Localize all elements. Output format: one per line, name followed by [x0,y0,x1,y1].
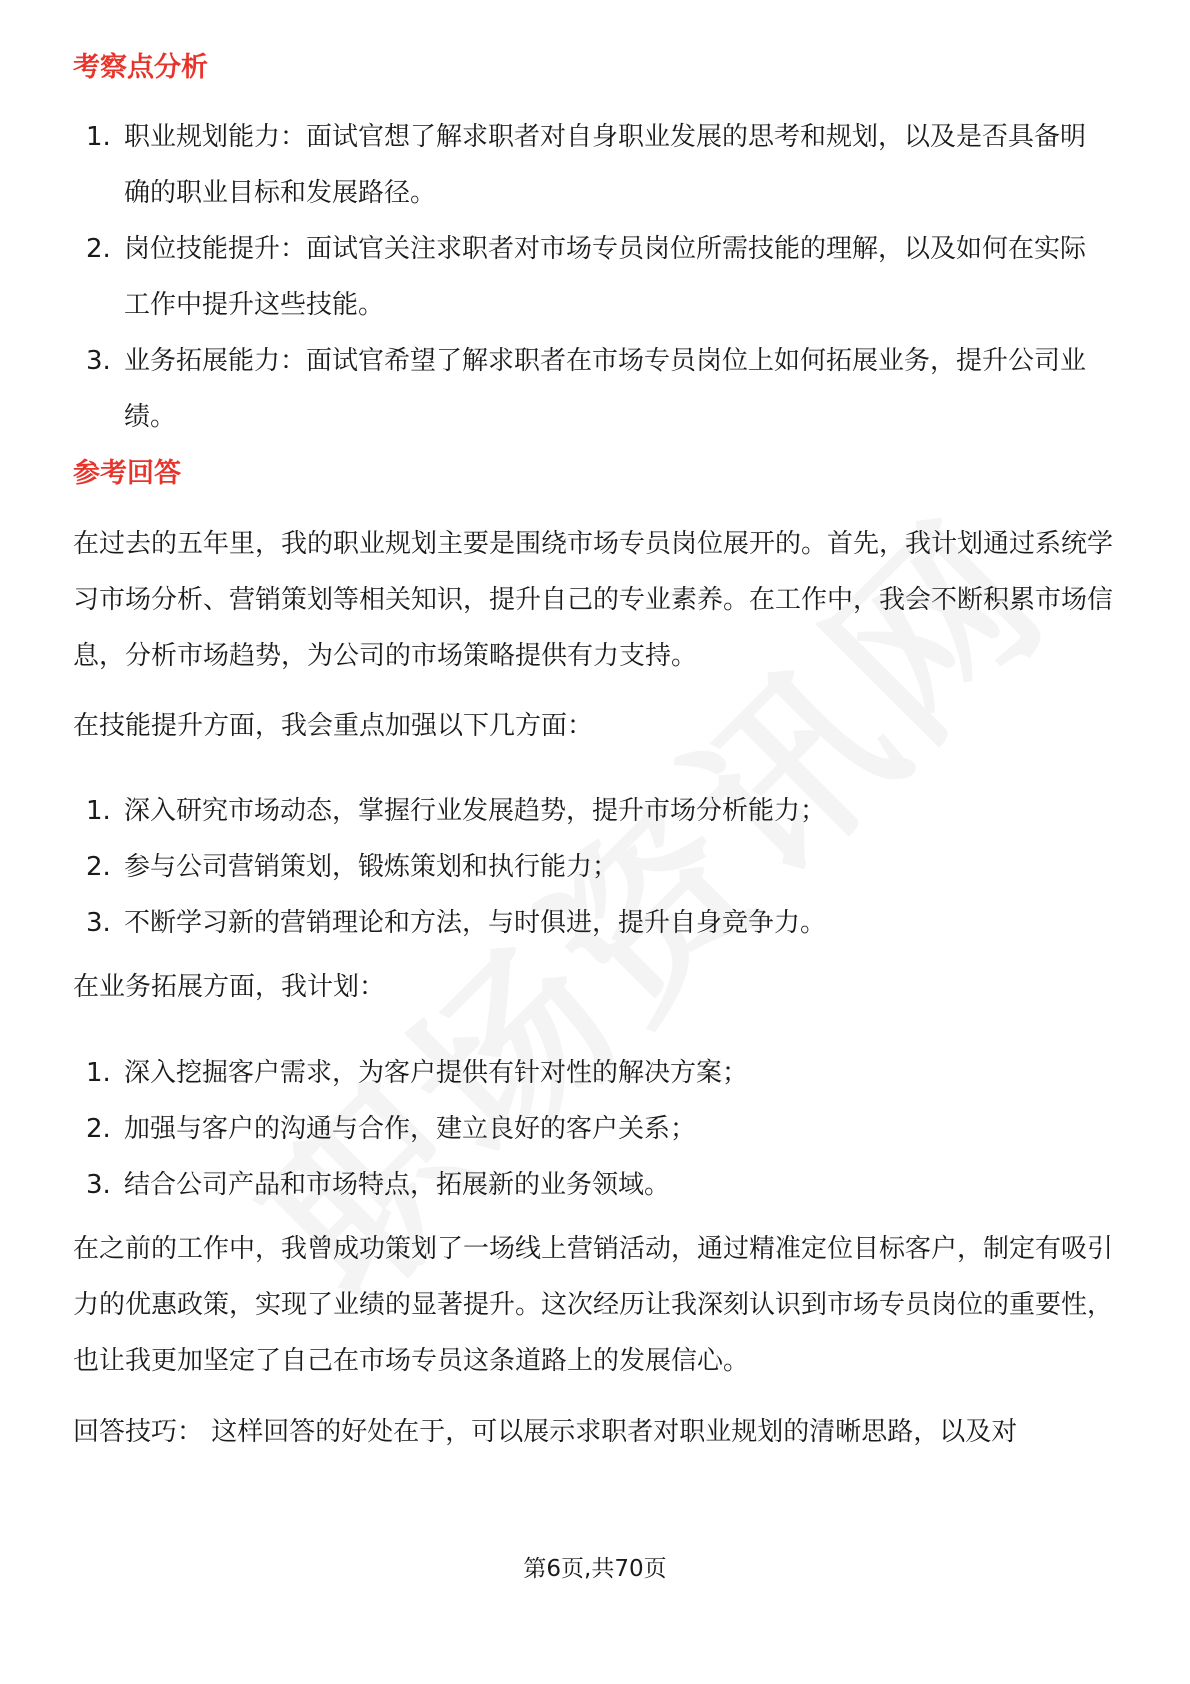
list-item-text: 职业规划能力：面试官想了解求职者对自身职业发展的思考和规划，以及是否具备明确的职业目标和发展路径。 [124,122,1087,208]
experience-paragraph: 在之前的工作中，我曾成功策划了一场线上营销活动，通过精准定位目标客户，制定有吸引力的优惠政策，实现了业绩的显著提升。这次经历让我深刻认识到市场专员岗位的重要性，也让我更加坚定了自己在市场专员这条道路上的发展信心。 [73,1234,1114,1376]
list-item [0,1101,1190,1157]
business-list [0,1045,1190,1213]
list-item [0,1157,1190,1213]
list-item-number: 3. [86,1170,111,1200]
list-item-text: 深入研究市场动态，掌握行业发展趋势，提升市场分析能力； [124,796,827,826]
list-item-text: 深入挖掘客户需求，为客户提供有针对性的解决方案； [124,1058,749,1088]
section-heading-analysis: 考察点分析 [73,52,208,83]
skills-list [0,783,1190,951]
list-item-number: 2. [86,234,111,264]
answer-intro-paragraph: 在过去的五年里，我的职业规划主要是围绕市场专员岗位展开的。首先，我计划通过系统学习市场分析、营销策划等相关知识，提升自己的专业素养。在工作中，我会不断积累市场信息，分析市场趋势，为公司的市场策略提供有力支持。 [73,529,1114,671]
list-item-number: 2. [86,1114,111,1144]
list-item-number: 2. [86,852,111,882]
list-item [0,1045,1190,1101]
list-item [0,333,1190,445]
list-item-text: 岗位技能提升：面试官关注求职者对市场专员岗位所需技能的理解，以及如何在实际工作中提升这些技能。 [124,234,1087,320]
list-item-text: 参与公司营销策划，锻炼策划和执行能力； [124,852,619,882]
list-item [0,221,1190,333]
list-item-number: 1. [86,796,111,826]
tips-paragraph: 回答技巧： 这样回答的好处在于，可以展示求职者对职业规划的清晰思路，以及对 [73,1417,1018,1447]
list-item [0,783,1190,839]
list-item-text: 结合公司产品和市场特点，拓展新的业务领域。 [124,1170,671,1200]
list-item [0,895,1190,951]
list-item-number: 3. [86,908,111,938]
list-item-text: 加强与客户的沟通与合作，建立良好的客户关系； [124,1114,697,1144]
analysis-list [0,109,1190,445]
section-heading-answer: 参考回答 [73,458,181,489]
list-item-number: 3. [86,346,111,376]
list-item-number: 1. [86,1058,111,1088]
list-item-number: 1. [86,122,111,152]
list-item-text: 业务拓展能力：面试官希望了解求职者在市场专员岗位上如何拓展业务，提升公司业绩。 [124,346,1087,432]
list-item-text: 不断学习新的营销理论和方法，与时俱进，提升自身竞争力。 [124,908,827,938]
page-number: 第6页,共70页 [523,1556,667,1582]
list-item [0,109,1190,221]
list-item [0,839,1190,895]
skills-intro-paragraph: 在技能提升方面，我会重点加强以下几方面： [73,711,594,741]
business-intro-paragraph: 在业务拓展方面，我计划： [73,972,386,1002]
